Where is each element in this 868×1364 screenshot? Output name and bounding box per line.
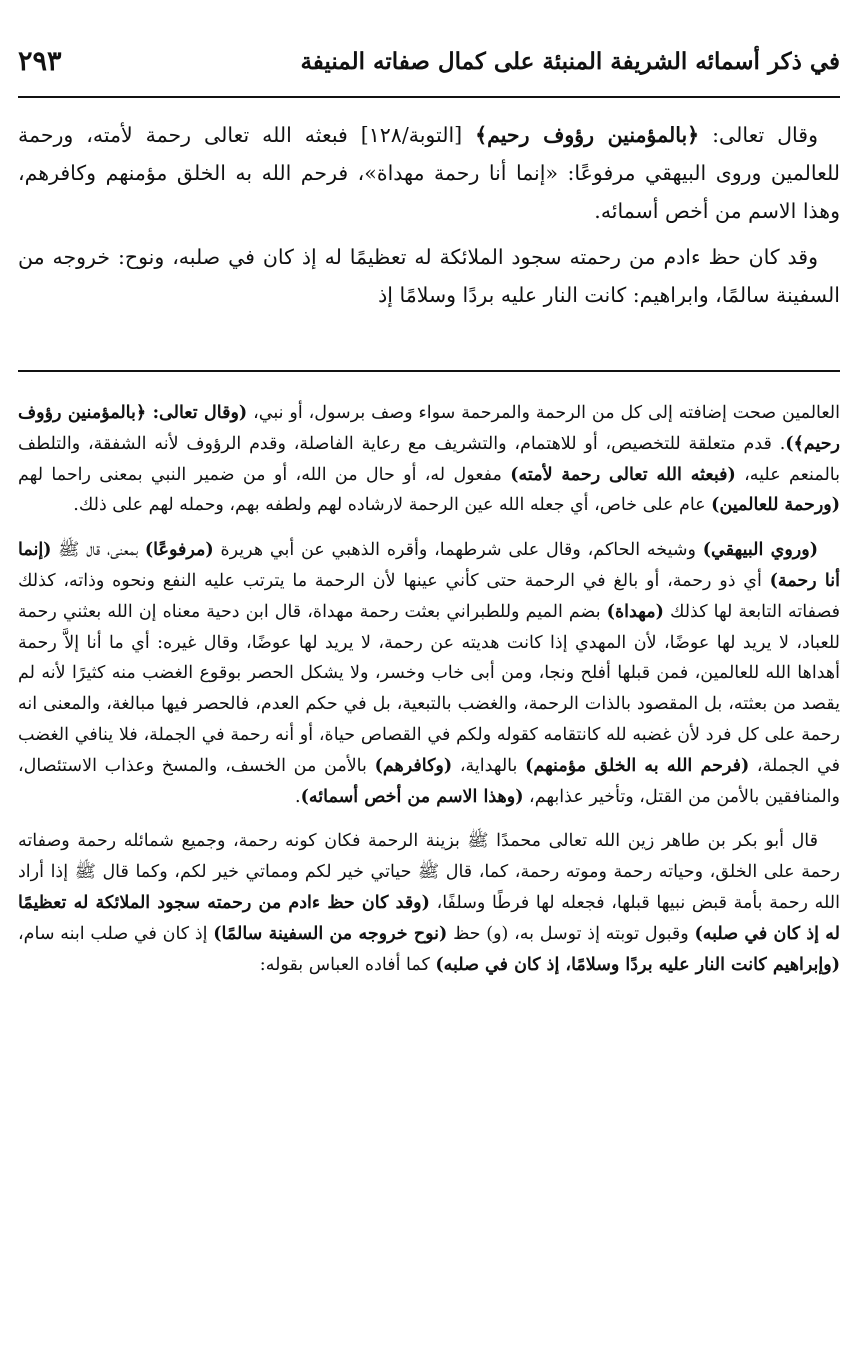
text-segment: وقال تعالى:: [699, 123, 818, 147]
text-segment: بالأمن من الخسف، والمسخ وعذاب الاستئصال، والمنافقين بالأمن من القتل، وتأخير عذابهم،: [18, 755, 840, 807]
text-segment: وشيخه الحاكم، وقال على شرطهما، وأقره الذهبي عن أبي هريرة: [213, 540, 703, 561]
main-paragraph: [18, 116, 840, 230]
text-segment: [التوبة/١٢٨] فبعثه الله تعالى رحمة لأمته، ورحمة للعالمين وروى البيهقي مرفوعًا: «إنما أنا رحمة مهداة»، فرحم الله به الخلق مؤمنهم وكافرهم، وهذا الاسم من أخص أسمائه.: [18, 123, 840, 223]
quoted-matn: (وقد كان حظ ءادم من رحمته سجود الملائكة له تعظيمًا له إذ كان في صلبه): [18, 892, 840, 944]
quoted-matn: (وقال تعالى: ﴿بالمؤمنين رؤوف رحيم﴾): [18, 403, 840, 454]
page-header: [18, 38, 840, 84]
text-segment: عام على خاص، أي جعله الله عين الرحمة لارشاده لهم ولطفه بهم، وحمله لهم على ذلك.: [73, 495, 712, 516]
text-segment: قال أبو بكر بن طاهر زين الله تعالى محمدًا ﷺ بزينة الرحمة فكان كونه رحمة، وجميع شمائله رحمة وصفاته رحمة على الخلق، وحياته رحمة وموته رحمة، كما، قال ﷺ حياتي خير لكم ومماتي خير لكم، وكما قال ﷺ إذا أراد الله رحمة بأمة قبض نبيها قبلها، فجعله لها فرطًا وسلفًا،: [18, 831, 840, 913]
quoted-matn: (مرفوعًا): [144, 540, 214, 561]
text-segment: العالمين صحت إضافته إلى كل من الرحمة والمرحمة سواء وصف برسول، أو نبي،: [247, 403, 840, 423]
quoted-matn: (وهذا الاسم من أخص أسمائه): [300, 786, 524, 807]
quoted-matn: (إنما أنا رحمة): [18, 540, 840, 591]
quoted-matn: (وروي البيهقي): [702, 540, 818, 561]
quoted-matn: (ورحمة للعالمين): [711, 495, 840, 516]
text-segment: إذ كان في صلب ابنه سام،: [18, 923, 214, 944]
running-title: في ذكر أسمائه الشريفة المنبئة على كمال صفاته المنيفة: [300, 47, 840, 75]
text-segment: .: [295, 786, 301, 807]
header-rule: [18, 96, 840, 98]
commentary-paragraph: [18, 535, 840, 812]
text-segment: وقبول توبته إذ توسل به، (و) حظ: [447, 923, 695, 944]
text-segment: . قدم متعلقة للتخصيص، أو للاهتمام، والتشريف مع رعاية الفاصلة، وقدم الرؤوف لأنه الشفقة، والتلطف بالمنعم عليه،: [18, 433, 840, 485]
commentary-paragraph: [18, 398, 840, 521]
text-segment: كما أفاده العباس بقوله:: [259, 954, 436, 975]
main-paragraph: وقد كان حظ ءادم من رحمته سجود الملائكة له تعظيمًا له إذ كان في صلبه، ونوح: خروجه من السفينة سالمًا، وابراهيم: كانت النار عليه بردًا وسلامًا إذ: [18, 245, 840, 307]
quoted-matn: (مهداة): [606, 601, 664, 622]
main-text: [18, 116, 840, 322]
text-segment: بضم الميم وللطبراني بعثت رحمة مهداة، قال ابن دحية معناه إن الله بعثني رحمة للعباد، لا يريد لها عوضًا، لأن المهدي إذا كانت هديته عن رحمة، لا يريد لها عوضًا، وقال غيره: أي ما أنا إلاَّ رحمة أهداها الله للعالمين، فمن قبلها أفلح ونجا، ومن أبى خاب وخسر، ولا يشكل الحصر بوقوع الغضب منه كثيرًا لأنه لم يقصد من بعثته، بل المقصود بالذات الرحمة، والغضب بالتبعية، بل في حكم العدم، فالحصر فيها مبالغة، والمعنى انه رحمة على كل فرد لأن غضبه لله كانتقامه كقوله ولكم في القصاص حياة، أو أنه رحمة في الجملة، فلا ينافي الغضب في الجملة،: [18, 601, 840, 776]
quran-quote: ﴿بالمؤمنين رؤوف رحيم﴾: [475, 123, 700, 147]
text-segment: بمعنى، قال ﷺ: [51, 540, 145, 561]
text-segment: أي ذو رحمة، أو بالغ في الرحمة حتى كأني عينها لأن الرحمة ما يترتب عليه النفع ونحوه وذاته، كذلك فصفاته التابعة لها كذلك: [18, 570, 840, 622]
text-segment: مفعول له، أو حال من الله، أو من ضمير النبي بمعنى راحما لهم: [18, 464, 511, 485]
quoted-matn: (وإبراهيم كانت النار عليه بردًا وسلامًا، إذ كان في صلبه): [435, 954, 840, 975]
commentary-section: [18, 398, 840, 994]
text-segment: بالهداية،: [452, 755, 526, 776]
page-number: ٢٩٣: [18, 45, 62, 77]
quoted-matn: (وكافرهم): [374, 755, 453, 776]
quoted-matn: (فرحم الله به الخلق مؤمنهم): [525, 755, 750, 776]
quoted-matn: (فبعثه الله تعالى رحمة لأمته): [510, 464, 736, 485]
commentary-paragraph: [18, 826, 840, 980]
quoted-matn: (نوح خروجه من السفينة سالمًا): [213, 923, 448, 944]
footnote-separator-rule: [18, 370, 840, 372]
